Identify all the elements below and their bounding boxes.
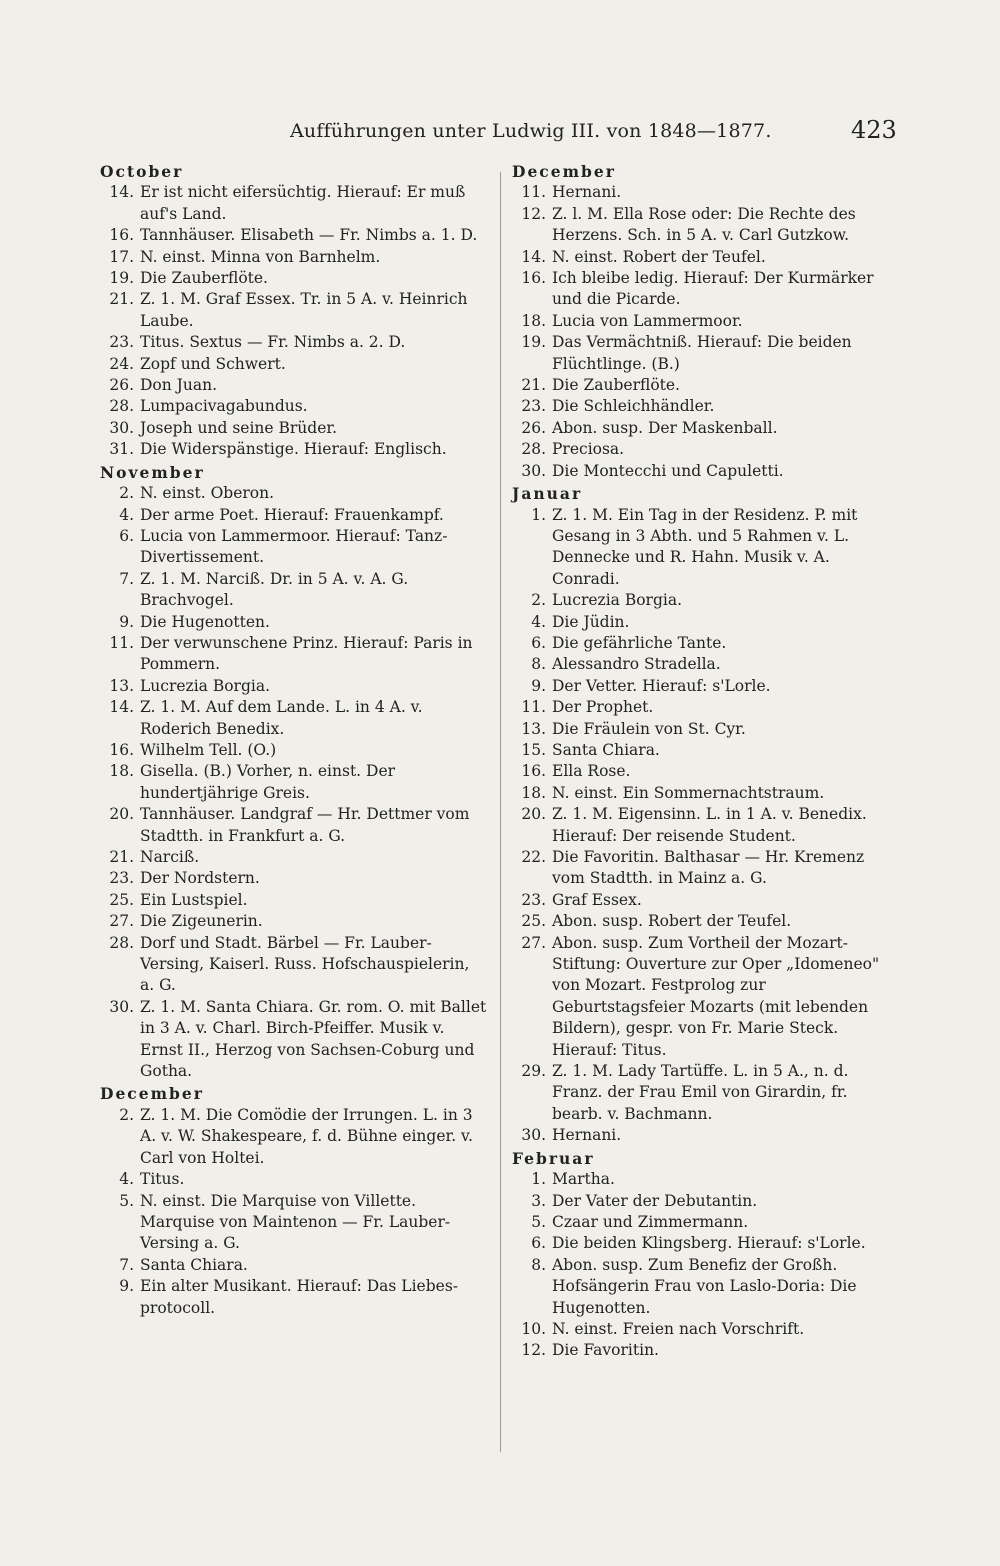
entry-day: 8. — [531, 1255, 546, 1274]
performance-entry — [100, 268, 488, 289]
entry-day: 16. — [109, 740, 134, 759]
entry-day: 5. — [531, 1212, 546, 1231]
entry-day: 27. — [521, 933, 546, 952]
entry-day: 9. — [531, 676, 546, 695]
page-number: 423 — [851, 116, 897, 144]
entry-text: Lucia von Lammermoor. — [552, 311, 743, 330]
performance-entry — [100, 933, 488, 997]
entry-day: 6. — [531, 633, 546, 652]
performance-entry — [512, 697, 900, 718]
performance-entry — [100, 354, 488, 375]
performance-entry — [100, 225, 488, 246]
performance-entry — [512, 761, 900, 782]
entry-day: 1. — [531, 1170, 546, 1189]
entry-text: Don Juan. — [140, 376, 218, 395]
entry-text: Der verwunschene Prinz. Hierauf: Paris in Pommern. — [140, 633, 473, 674]
entry-day: 6. — [531, 1234, 546, 1253]
entry-day: 26. — [109, 376, 134, 395]
performance-entry — [512, 182, 900, 203]
entry-day: 29. — [521, 1062, 546, 1081]
entry-text: Ein alter Musikant. Hierauf: Das Liebes-protocoll. — [140, 1277, 459, 1317]
performance-entry — [100, 868, 488, 889]
performance-entry — [100, 997, 488, 1083]
running-header — [0, 116, 1000, 152]
entry-day: 9. — [119, 1277, 134, 1296]
entry-day: 12. — [521, 204, 546, 223]
entry-text: Lucia von Lammermoor. Hierauf: Tanz-Divertissement. — [140, 526, 448, 567]
performance-entry — [512, 633, 900, 654]
entry-text: Die Zigeunerin. — [140, 912, 263, 931]
performance-entry — [100, 890, 488, 911]
entry-text: Der Vetter. Hierauf: s'Lorle. — [552, 676, 771, 695]
entry-day: 4. — [531, 612, 546, 631]
entry-day: 13. — [521, 719, 546, 738]
entry-text: Tannhäuser. Elisabeth — Fr. Nimbs a. 1. D. — [140, 226, 478, 245]
performance-entry — [512, 1233, 900, 1254]
performance-entry — [512, 847, 900, 890]
entry-text: Die Fräulein von St. Cyr. — [552, 719, 746, 738]
entry-text: Abon. susp. Der Maskenball. — [552, 418, 778, 437]
entry-day: 22. — [521, 848, 546, 866]
entry-day: 2. — [119, 1105, 134, 1124]
entry-day: 25. — [109, 890, 134, 909]
entry-text: Die Favoritin. Balthasar — Hr. Kremenz vom Stadtth. in Mainz a. G. — [552, 848, 865, 888]
performance-entry — [512, 1191, 900, 1212]
entry-text: N. einst. Die Marquise von Villette. Marquise von Maintenon — Fr. Lauber-Versing a. G. — [140, 1191, 451, 1253]
entry-day: 19. — [521, 333, 546, 352]
entry-text: Die Widerspänstige. Hierauf: Englisch. — [140, 440, 447, 459]
performance-entry — [100, 911, 488, 932]
entry-day: 25. — [521, 912, 546, 931]
running-title: Aufführungen unter Ludwig III. von 1848—1877. — [290, 120, 772, 142]
entry-day: 27. — [109, 912, 134, 931]
entry-day: 11. — [521, 183, 546, 202]
entry-day: 10. — [521, 1319, 546, 1338]
performance-entry — [512, 1255, 900, 1319]
performance-entry — [512, 676, 900, 697]
entry-day: 23. — [109, 333, 134, 352]
entry-text: Dorf und Stadt. Bärbel — Fr. Lauber-Versing, Kaiserl. Russ. Hofschauspielerin, a. G. — [140, 933, 470, 995]
performance-entry — [512, 1169, 900, 1190]
entry-text: Der arme Poet. Hierauf: Frauenkampf. — [140, 505, 444, 524]
entry-text: Titus. Sextus — Fr. Nimbs a. 2. D. — [140, 333, 406, 352]
performance-entry — [512, 933, 900, 1061]
entry-text: Die Schleichhändler. — [552, 397, 715, 416]
performance-entry — [512, 804, 900, 847]
entry-text: Lucrezia Borgia. — [140, 676, 271, 695]
entry-day: 17. — [109, 247, 134, 266]
performance-entry — [100, 375, 488, 396]
entry-text: Joseph und seine Brüder. — [140, 418, 337, 437]
month-heading: October — [100, 162, 184, 181]
performance-entry — [512, 890, 900, 911]
performance-entry — [512, 505, 900, 591]
entry-day: 4. — [119, 1170, 134, 1189]
entry-day: 2. — [531, 591, 546, 610]
entry-text: Der Prophet. — [552, 698, 654, 717]
entry-text: N. einst. Robert der Teufel. — [552, 247, 766, 266]
entry-day: 28. — [521, 440, 546, 459]
entry-text: N. einst. Ein Sommernachtstraum. — [552, 783, 825, 802]
performance-entry — [512, 396, 900, 417]
month-heading: November — [100, 462, 205, 482]
performance-entry — [512, 204, 900, 247]
performance-entry — [100, 1255, 488, 1276]
entry-text: Z. 1. M. Ein Tag in der Residenz. P. mit Gesang in 3 Abth. und 5 Rahmen v. L. Dennecke und R. Hahn. Musik v. A. Conradi. — [552, 505, 858, 588]
performance-entry — [512, 654, 900, 675]
entry-text: Die Zauberflöte. — [552, 376, 680, 395]
entry-text: Lucrezia Borgia. — [552, 591, 683, 610]
month-heading: Februar — [512, 1148, 595, 1168]
entry-day: 7. — [119, 569, 134, 588]
entry-text: Z. 1. M. Die Comödie der Irrungen. L. in 3 A. v. W. Shakespeare, f. d. Bühne einger. v. Carl von Holtei. — [140, 1105, 473, 1167]
performance-entry — [512, 332, 900, 375]
entry-text: Die gefährliche Tante. — [552, 633, 727, 652]
entry-text: N. einst. Freien nach Vorschrift. — [552, 1319, 805, 1338]
entry-text: Santa Chiara. — [552, 740, 660, 759]
performance-entry — [100, 396, 488, 417]
entry-text: Die Zauberflöte. — [140, 269, 268, 288]
entry-day: 16. — [521, 269, 546, 288]
entry-day: 26. — [521, 418, 546, 437]
entry-day: 13. — [109, 676, 134, 695]
entry-text: Z. 1. M. Santa Chiara. Gr. rom. O. mit Ballet in 3 A. v. Charl. Birch-Pfeiffer. Musik v. Ernst II., Herzog von Sachsen-Coburg und Gotha. — [140, 997, 487, 1081]
performance-entry — [512, 911, 900, 932]
entry-text: Die Montecchi und Capuletti. — [552, 461, 784, 480]
entry-text: Der Vater der Debutantin. — [552, 1191, 758, 1210]
performance-entry — [100, 439, 488, 460]
performance-entry — [100, 804, 488, 847]
entry-text: Tannhäuser. Landgraf — Hr. Dettmer vom Stadtth. in Frankfurt a. G. — [140, 805, 470, 845]
performance-entry — [512, 590, 900, 611]
performance-entry — [100, 1276, 488, 1319]
performance-entry — [512, 1319, 900, 1340]
entry-day: 12. — [521, 1341, 546, 1360]
entry-text: Wilhelm Tell. (O.) — [140, 740, 277, 759]
performance-entry — [100, 1191, 488, 1255]
entry-day: 16. — [521, 762, 546, 781]
entry-day: 14. — [521, 247, 546, 266]
performance-entry — [100, 505, 488, 526]
performance-entry — [100, 697, 488, 740]
entry-day: 23. — [109, 869, 134, 888]
entry-day: 2. — [119, 484, 134, 503]
entry-text: Narciß. — [140, 848, 200, 866]
entry-text: Der Nordstern. — [140, 869, 260, 888]
month-heading: December — [512, 162, 616, 181]
entry-text: Hernani. — [552, 1126, 622, 1145]
performance-entry — [512, 1061, 900, 1125]
entry-day: 1. — [531, 505, 546, 524]
entry-day: 8. — [531, 655, 546, 674]
performance-entry — [512, 1212, 900, 1233]
entry-text: Santa Chiara. — [140, 1255, 248, 1274]
entry-day: 28. — [109, 397, 134, 416]
entry-text: Zopf und Schwert. — [140, 354, 286, 373]
entry-text: Z. 1. M. Eigensinn. L. in 1 A. v. Benedix. Hierauf: Der reisende Student. — [552, 805, 867, 845]
entry-day: 20. — [521, 805, 546, 824]
performance-entry — [100, 247, 488, 268]
entry-day: 21. — [109, 290, 134, 309]
entry-text: Czaar und Zimmermann. — [552, 1212, 749, 1231]
entry-day: 23. — [521, 397, 546, 416]
entry-day: 15. — [521, 740, 546, 759]
entry-day: 19. — [109, 269, 134, 288]
performance-entry — [100, 289, 488, 332]
entry-day: 14. — [109, 183, 134, 202]
month-heading: December — [100, 1084, 204, 1104]
entry-day: 31. — [109, 440, 134, 459]
entry-text: Z. l. M. Ella Rose oder: Die Rechte des Herzens. Sch. in 5 A. v. Carl Gutzkow. — [552, 204, 856, 245]
entry-text: Die Favoritin. — [552, 1341, 659, 1360]
performance-entry — [512, 719, 900, 740]
entry-day: 6. — [119, 526, 134, 545]
entry-text: Z. 1. M. Lady Tartüffe. L. in 5 A., n. d. Franz. der Frau Emil von Girardin, fr. bearb. v. Bachmann. — [552, 1062, 849, 1123]
entry-day: 4. — [119, 505, 134, 524]
performance-entry — [512, 439, 900, 460]
entry-text: Die beiden Klingsberg. Hierauf: s'Lorle. — [552, 1234, 866, 1253]
entry-text: Gisella. (B.) Vorher, n. einst. Der hundertjährige Greis. — [140, 762, 396, 802]
entry-day: 3. — [531, 1191, 546, 1210]
performance-entry — [512, 418, 900, 439]
performance-entry — [100, 569, 488, 612]
right-column — [512, 160, 900, 1362]
entry-day: 23. — [521, 890, 546, 909]
performance-entry — [100, 483, 488, 504]
entry-text: Titus. — [140, 1170, 185, 1189]
entry-text: Das Vermächtniß. Hierauf: Die beiden Flüchtlinge. (B.) — [552, 333, 852, 373]
entry-text: Ella Rose. — [552, 762, 631, 781]
performance-entry — [512, 740, 900, 761]
entry-text: Abon. susp. Robert der Teufel. — [552, 912, 792, 931]
entry-text: Graf Essex. — [552, 890, 642, 909]
entry-day: 11. — [521, 698, 546, 717]
entry-day: 30. — [521, 461, 546, 480]
entry-day: 30. — [109, 418, 134, 437]
column-divider — [500, 172, 501, 1452]
performance-entry — [512, 311, 900, 332]
performance-entry — [512, 1125, 900, 1146]
entry-day: 28. — [109, 933, 134, 952]
entry-text: Hernani. — [552, 183, 622, 202]
performance-entry — [100, 182, 488, 225]
performance-entry — [100, 612, 488, 633]
entry-day: 5. — [119, 1191, 134, 1210]
entry-text: Ich bleibe ledig. Hierauf: Der Kurmärker und die Picarde. — [552, 269, 874, 309]
entry-text: Preciosa. — [552, 440, 625, 459]
entry-text: Lumpacivagabundus. — [140, 397, 308, 416]
entry-text: N. einst. Oberon. — [140, 484, 275, 503]
entry-text: Ein Lustspiel. — [140, 890, 248, 909]
performance-entry — [100, 740, 488, 761]
entry-text: Die Hugenotten. — [140, 612, 270, 631]
entry-day: 14. — [109, 698, 134, 717]
entry-day: 21. — [521, 376, 546, 395]
month-heading: Januar — [512, 484, 583, 504]
performance-entry — [100, 526, 488, 569]
entry-day: 11. — [109, 633, 134, 652]
performance-entry — [100, 633, 488, 676]
performance-entry — [100, 847, 488, 868]
entry-day: 16. — [109, 226, 134, 245]
entry-text: Er ist nicht eifersüchtig. Hierauf: Er muß auf's Land. — [140, 183, 466, 223]
entry-day: 18. — [109, 762, 134, 781]
performance-entry — [100, 1169, 488, 1190]
performance-entry — [512, 268, 900, 311]
performance-entry — [100, 1105, 488, 1169]
entry-day: 18. — [521, 783, 546, 802]
performance-entry — [512, 247, 900, 268]
performance-entry — [512, 1340, 900, 1361]
entry-day: 9. — [119, 612, 134, 631]
performance-entry — [100, 418, 488, 439]
performance-entry — [100, 332, 488, 353]
entry-text: Z. 1. M. Narciß. Dr. in 5 A. v. A. G. Brachvogel. — [140, 569, 409, 610]
entry-day: 24. — [109, 354, 134, 373]
performance-entry — [512, 612, 900, 633]
left-column — [100, 160, 488, 1319]
entry-day: 30. — [521, 1126, 546, 1145]
performance-entry — [512, 461, 900, 482]
entry-day: 18. — [521, 311, 546, 330]
performance-entry — [100, 676, 488, 697]
performance-entry — [512, 783, 900, 804]
entry-text: Abon. susp. Zum Vortheil der Mozart-Stiftung: Ouverture zur Oper „Idomeneo" von Mozart. Festprolog zur Geburtstagsfeier Mozarts (mit lebenden Bildern), gespr. von Fr. Marie Steck. Hierauf: Titus. — [552, 933, 880, 1059]
performance-entry — [100, 761, 488, 804]
entry-text: Die Jüdin. — [552, 612, 630, 631]
entry-text: N. einst. Minna von Barnhelm. — [140, 247, 381, 266]
entry-text: Z. 1. M. Auf dem Lande. L. in 4 A. v. Roderich Benedix. — [140, 698, 423, 738]
entry-day: 20. — [109, 805, 134, 824]
entry-text: Martha. — [552, 1170, 615, 1189]
entry-day: 7. — [119, 1255, 134, 1274]
entry-day: 21. — [109, 848, 134, 866]
entry-text: Abon. susp. Zum Benefiz der Großh. Hofsängerin Frau von Laslo-Doria: Die Hugenotten. — [552, 1255, 857, 1317]
performance-entry — [512, 375, 900, 396]
entry-text: Z. 1. M. Graf Essex. Tr. in 5 A. v. Heinrich Laube. — [140, 290, 468, 330]
entry-day: 30. — [109, 997, 134, 1016]
entry-text: Alessandro Stradella. — [552, 655, 721, 674]
